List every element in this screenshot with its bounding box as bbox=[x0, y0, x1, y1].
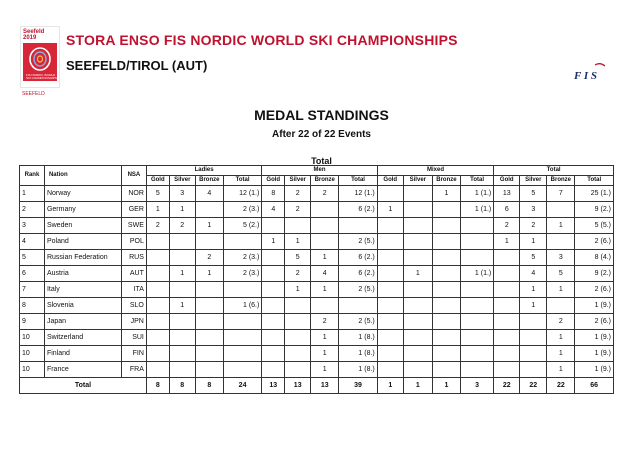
venue-name: SEEFELD/TIROL (AUT) bbox=[66, 58, 208, 73]
cell-men-total: 1 (8.) bbox=[339, 346, 377, 362]
cell-mixed-bronze bbox=[432, 234, 460, 250]
cell-nsa: NOR bbox=[121, 186, 146, 202]
cell-mixed-total: 1 (1.) bbox=[460, 266, 493, 282]
cell-mixed-silver: 1 bbox=[403, 266, 432, 282]
cell-ladies-gold bbox=[146, 266, 169, 282]
cell-total-bronze bbox=[547, 234, 575, 250]
cell-rank: 3 bbox=[20, 218, 45, 234]
header-group-total: Total bbox=[494, 166, 614, 176]
cell-mixed-bronze bbox=[432, 362, 460, 378]
cell-total-bronze: 1 bbox=[547, 346, 575, 362]
cell-total-silver: 1 bbox=[520, 234, 547, 250]
totals-men-total: 39 bbox=[339, 378, 377, 394]
cell-mixed-bronze bbox=[432, 330, 460, 346]
cell-total-total: 1 (9.) bbox=[575, 362, 614, 378]
totals-mixed-silver: 1 bbox=[403, 378, 432, 394]
page-subtitle: After 22 of 22 Events bbox=[272, 129, 371, 140]
header-group-men: Men bbox=[262, 166, 377, 176]
cell-mixed-gold bbox=[377, 362, 403, 378]
cell-total-bronze bbox=[547, 298, 575, 314]
header-nsa: NSA bbox=[121, 166, 146, 186]
cell-ladies-bronze bbox=[195, 362, 223, 378]
cell-ladies-gold bbox=[146, 330, 169, 346]
cell-ladies-gold bbox=[146, 298, 169, 314]
cell-men-bronze: 1 bbox=[311, 330, 339, 346]
cell-total-silver bbox=[520, 346, 547, 362]
cell-ladies-total bbox=[223, 330, 262, 346]
cell-nation: Sweden bbox=[44, 218, 121, 234]
cell-ladies-gold: 5 bbox=[146, 186, 169, 202]
cell-mixed-silver bbox=[403, 330, 432, 346]
cell-mixed-bronze bbox=[432, 346, 460, 362]
cell-ladies-silver bbox=[169, 250, 195, 266]
cell-ladies-silver bbox=[169, 346, 195, 362]
cell-men-silver bbox=[285, 346, 311, 362]
cell-total-silver bbox=[520, 362, 547, 378]
cell-mixed-total bbox=[460, 250, 493, 266]
cell-ladies-bronze bbox=[195, 298, 223, 314]
cell-men-gold: 1 bbox=[262, 234, 285, 250]
cell-mixed-total bbox=[460, 282, 493, 298]
cell-men-gold bbox=[262, 250, 285, 266]
cell-men-silver: 1 bbox=[285, 234, 311, 250]
cell-nation: Norway bbox=[44, 186, 121, 202]
cell-total-bronze: 5 bbox=[547, 266, 575, 282]
cell-men-total: 2 (5.) bbox=[339, 282, 377, 298]
totals-row bbox=[20, 378, 614, 394]
cell-rank: 5 bbox=[20, 250, 45, 266]
cell-mixed-gold bbox=[377, 186, 403, 202]
cell-nsa: ITA bbox=[121, 282, 146, 298]
table-row bbox=[20, 218, 614, 234]
cell-men-bronze: 1 bbox=[311, 362, 339, 378]
subheader-ladies-total: Total bbox=[223, 176, 262, 186]
cell-ladies-total: 12 (1.) bbox=[223, 186, 262, 202]
cell-mixed-silver bbox=[403, 314, 432, 330]
subheader-men-bronze: Bronze bbox=[311, 176, 339, 186]
header-group-ladies: Ladies bbox=[146, 166, 261, 176]
cell-mixed-silver bbox=[403, 250, 432, 266]
cell-men-gold bbox=[262, 362, 285, 378]
totals-total-total: 66 bbox=[575, 378, 614, 394]
cell-men-bronze: 1 bbox=[311, 346, 339, 362]
subheader-mixed-total: Total bbox=[460, 176, 493, 186]
cell-nsa: JPN bbox=[121, 314, 146, 330]
cell-nation: Slovenia bbox=[44, 298, 121, 314]
cell-nation: Russian Federation bbox=[44, 250, 121, 266]
cell-men-bronze: 2 bbox=[311, 314, 339, 330]
cell-men-total: 6 (2.) bbox=[339, 266, 377, 282]
table-row bbox=[20, 298, 614, 314]
cell-nsa: FRA bbox=[121, 362, 146, 378]
cell-mixed-gold bbox=[377, 314, 403, 330]
cell-rank: 7 bbox=[20, 282, 45, 298]
cell-ladies-bronze: 2 bbox=[195, 250, 223, 266]
cell-mixed-bronze bbox=[432, 202, 460, 218]
cell-mixed-total bbox=[460, 346, 493, 362]
cell-ladies-gold bbox=[146, 346, 169, 362]
cell-men-gold bbox=[262, 298, 285, 314]
cell-mixed-total: 1 (1.) bbox=[460, 202, 493, 218]
cell-nation: France bbox=[44, 362, 121, 378]
totals-mixed-total: 3 bbox=[460, 378, 493, 394]
cell-total-silver: 3 bbox=[520, 202, 547, 218]
cell-men-bronze: 1 bbox=[311, 282, 339, 298]
subheader-total-gold: Gold bbox=[494, 176, 520, 186]
cell-mixed-total: 1 (1.) bbox=[460, 186, 493, 202]
cell-mixed-silver bbox=[403, 234, 432, 250]
cell-ladies-bronze: 1 bbox=[195, 218, 223, 234]
cell-ladies-bronze bbox=[195, 346, 223, 362]
totals-total-bronze: 22 bbox=[547, 378, 575, 394]
cell-men-total bbox=[339, 298, 377, 314]
cell-ladies-silver bbox=[169, 282, 195, 298]
subheader-men-total: Total bbox=[339, 176, 377, 186]
cell-ladies-bronze bbox=[195, 282, 223, 298]
cell-total-silver: 5 bbox=[520, 250, 547, 266]
cell-total-gold bbox=[494, 298, 520, 314]
section-label: Total bbox=[311, 156, 332, 166]
cell-total-bronze: 3 bbox=[547, 250, 575, 266]
cell-ladies-gold bbox=[146, 362, 169, 378]
cell-total-bronze: 1 bbox=[547, 362, 575, 378]
cell-ladies-total bbox=[223, 346, 262, 362]
cell-mixed-gold bbox=[377, 330, 403, 346]
cell-ladies-bronze bbox=[195, 314, 223, 330]
medal-table bbox=[19, 165, 614, 394]
cell-mixed-total bbox=[460, 218, 493, 234]
totals-men-bronze: 13 bbox=[311, 378, 339, 394]
table-row bbox=[20, 202, 614, 218]
subheader-ladies-gold: Gold bbox=[146, 176, 169, 186]
cell-nsa: FIN bbox=[121, 346, 146, 362]
cell-total-gold bbox=[494, 250, 520, 266]
cell-men-silver: 2 bbox=[285, 266, 311, 282]
fis-logo-icon bbox=[573, 62, 613, 84]
cell-nation: Switzerland bbox=[44, 330, 121, 346]
cell-men-gold bbox=[262, 218, 285, 234]
sponsor-seal: SEEFELD bbox=[22, 91, 45, 97]
cell-total-silver bbox=[520, 330, 547, 346]
subheader-mixed-silver: Silver bbox=[403, 176, 432, 186]
cell-total-total: 5 (5.) bbox=[575, 218, 614, 234]
table-row bbox=[20, 234, 614, 250]
cell-rank: 2 bbox=[20, 202, 45, 218]
cell-nsa: AUT bbox=[121, 266, 146, 282]
cell-mixed-gold: 1 bbox=[377, 202, 403, 218]
totals-mixed-gold: 1 bbox=[377, 378, 403, 394]
cell-rank: 10 bbox=[20, 346, 45, 362]
cell-total-total: 2 (6.) bbox=[575, 314, 614, 330]
cell-total-total: 1 (9.) bbox=[575, 346, 614, 362]
subheader-men-silver: Silver bbox=[285, 176, 311, 186]
cell-men-silver bbox=[285, 362, 311, 378]
subheader-ladies-silver: Silver bbox=[169, 176, 195, 186]
cell-total-bronze: 1 bbox=[547, 218, 575, 234]
cell-ladies-silver: 1 bbox=[169, 202, 195, 218]
cell-men-gold bbox=[262, 266, 285, 282]
cell-total-silver: 2 bbox=[520, 218, 547, 234]
subheader-men-gold: Gold bbox=[262, 176, 285, 186]
cell-mixed-bronze bbox=[432, 266, 460, 282]
cell-total-total: 9 (2.) bbox=[575, 266, 614, 282]
cell-nation: Germany bbox=[44, 202, 121, 218]
cell-mixed-bronze bbox=[432, 282, 460, 298]
cell-total-total: 2 (6.) bbox=[575, 282, 614, 298]
cell-ladies-bronze bbox=[195, 234, 223, 250]
table-row bbox=[20, 330, 614, 346]
table-row bbox=[20, 282, 614, 298]
cell-men-gold: 4 bbox=[262, 202, 285, 218]
totals-mixed-bronze: 1 bbox=[432, 378, 460, 394]
header-rank: Rank bbox=[20, 166, 45, 186]
cell-total-total: 1 (9.) bbox=[575, 330, 614, 346]
cell-rank: 10 bbox=[20, 330, 45, 346]
cell-men-silver: 1 bbox=[285, 282, 311, 298]
cell-total-gold: 13 bbox=[494, 186, 520, 202]
cell-mixed-bronze bbox=[432, 314, 460, 330]
cell-ladies-total: 1 (6.) bbox=[223, 298, 262, 314]
cell-mixed-bronze bbox=[432, 298, 460, 314]
cell-ladies-total: 2 (3.) bbox=[223, 202, 262, 218]
medal-table-body bbox=[20, 186, 614, 394]
cell-ladies-silver bbox=[169, 330, 195, 346]
event-logo-wordmark: Seefeld 2019 bbox=[23, 29, 45, 41]
cell-nation: Finland bbox=[44, 346, 121, 362]
cell-rank: 4 bbox=[20, 234, 45, 250]
cell-total-total: 9 (2.) bbox=[575, 202, 614, 218]
subheader-ladies-bronze: Bronze bbox=[195, 176, 223, 186]
cell-men-total: 6 (2.) bbox=[339, 250, 377, 266]
cell-ladies-total bbox=[223, 234, 262, 250]
cell-total-bronze: 1 bbox=[547, 282, 575, 298]
fis-logo-text: F I S bbox=[574, 70, 598, 82]
cell-ladies-total: 2 (3.) bbox=[223, 250, 262, 266]
header-nation: Nation bbox=[44, 166, 121, 186]
cell-ladies-gold bbox=[146, 250, 169, 266]
cell-nation: Austria bbox=[44, 266, 121, 282]
cell-ladies-total: 5 (2.) bbox=[223, 218, 262, 234]
cell-ladies-bronze bbox=[195, 202, 223, 218]
event-logo bbox=[20, 26, 60, 88]
cell-ladies-total bbox=[223, 282, 262, 298]
cell-nsa: SUI bbox=[121, 330, 146, 346]
totals-total-silver: 22 bbox=[520, 378, 547, 394]
subheader-mixed-gold: Gold bbox=[377, 176, 403, 186]
cell-ladies-bronze: 1 bbox=[195, 266, 223, 282]
table-row bbox=[20, 362, 614, 378]
cell-ladies-gold bbox=[146, 282, 169, 298]
cell-men-total: 2 (5.) bbox=[339, 234, 377, 250]
totals-ladies-silver: 8 bbox=[169, 378, 195, 394]
cell-mixed-bronze bbox=[432, 218, 460, 234]
cell-ladies-silver: 1 bbox=[169, 266, 195, 282]
cell-men-silver bbox=[285, 314, 311, 330]
cell-total-gold bbox=[494, 346, 520, 362]
cell-ladies-gold bbox=[146, 234, 169, 250]
cell-mixed-bronze: 1 bbox=[432, 186, 460, 202]
totals-label: Total bbox=[20, 378, 147, 394]
cell-mixed-total bbox=[460, 234, 493, 250]
cell-ladies-total bbox=[223, 314, 262, 330]
cell-ladies-gold bbox=[146, 314, 169, 330]
cell-ladies-bronze: 4 bbox=[195, 186, 223, 202]
cell-total-gold bbox=[494, 330, 520, 346]
cell-men-bronze: 4 bbox=[311, 266, 339, 282]
cell-men-gold bbox=[262, 330, 285, 346]
cell-men-gold bbox=[262, 346, 285, 362]
cell-ladies-silver bbox=[169, 234, 195, 250]
cell-men-silver bbox=[285, 330, 311, 346]
cell-mixed-silver bbox=[403, 298, 432, 314]
cell-mixed-silver bbox=[403, 218, 432, 234]
cell-men-gold: 8 bbox=[262, 186, 285, 202]
cell-ladies-total bbox=[223, 362, 262, 378]
cell-total-total: 2 (6.) bbox=[575, 234, 614, 250]
cell-total-gold bbox=[494, 266, 520, 282]
totals-ladies-bronze: 8 bbox=[195, 378, 223, 394]
cell-mixed-gold bbox=[377, 218, 403, 234]
cell-mixed-silver bbox=[403, 186, 432, 202]
cell-total-silver: 5 bbox=[520, 186, 547, 202]
cell-total-gold bbox=[494, 362, 520, 378]
cell-men-gold bbox=[262, 314, 285, 330]
championship-title: STORA ENSO FIS NORDIC WORLD SKI CHAMPIONSHIPS bbox=[66, 32, 458, 48]
cell-ladies-silver: 3 bbox=[169, 186, 195, 202]
cell-nsa: POL bbox=[121, 234, 146, 250]
cell-mixed-total bbox=[460, 362, 493, 378]
cell-mixed-gold bbox=[377, 282, 403, 298]
cell-rank: 8 bbox=[20, 298, 45, 314]
cell-total-total: 8 (4.) bbox=[575, 250, 614, 266]
cell-mixed-silver bbox=[403, 282, 432, 298]
cell-men-total bbox=[339, 218, 377, 234]
cell-total-total: 1 (9.) bbox=[575, 298, 614, 314]
ski-ring-icon bbox=[28, 46, 52, 72]
cell-rank: 10 bbox=[20, 362, 45, 378]
cell-ladies-gold: 1 bbox=[146, 202, 169, 218]
subheader-total-bronze: Bronze bbox=[547, 176, 575, 186]
cell-mixed-gold bbox=[377, 346, 403, 362]
cell-nsa: GER bbox=[121, 202, 146, 218]
cell-men-silver: 5 bbox=[285, 250, 311, 266]
cell-men-bronze: 1 bbox=[311, 250, 339, 266]
cell-mixed-silver bbox=[403, 346, 432, 362]
cell-total-silver: 1 bbox=[520, 298, 547, 314]
event-logo-caption: FIS NORDIC WORLD SKI CHAMPIONSHIPS bbox=[26, 73, 57, 80]
totals-ladies-total: 24 bbox=[223, 378, 262, 394]
cell-men-bronze bbox=[311, 234, 339, 250]
cell-ladies-silver bbox=[169, 314, 195, 330]
cell-total-silver: 4 bbox=[520, 266, 547, 282]
cell-mixed-silver bbox=[403, 202, 432, 218]
cell-ladies-silver bbox=[169, 362, 195, 378]
cell-men-total: 2 (5.) bbox=[339, 314, 377, 330]
header-group-mixed: Mixed bbox=[377, 166, 494, 176]
totals-ladies-gold: 8 bbox=[146, 378, 169, 394]
subheader-total-total: Total bbox=[575, 176, 614, 186]
cell-rank: 6 bbox=[20, 266, 45, 282]
table-row bbox=[20, 250, 614, 266]
table-row bbox=[20, 186, 614, 202]
cell-total-bronze: 7 bbox=[547, 186, 575, 202]
totals-men-silver: 13 bbox=[285, 378, 311, 394]
subheader-mixed-bronze: Bronze bbox=[432, 176, 460, 186]
cell-rank: 1 bbox=[20, 186, 45, 202]
cell-total-bronze bbox=[547, 202, 575, 218]
cell-nation: Poland bbox=[44, 234, 121, 250]
cell-nsa: RUS bbox=[121, 250, 146, 266]
cell-nsa: SLO bbox=[121, 298, 146, 314]
cell-ladies-total: 2 (3.) bbox=[223, 266, 262, 282]
cell-nation: Japan bbox=[44, 314, 121, 330]
subheader-total-silver: Silver bbox=[520, 176, 547, 186]
cell-men-bronze: 2 bbox=[311, 186, 339, 202]
cell-men-bronze bbox=[311, 202, 339, 218]
cell-total-bronze: 2 bbox=[547, 314, 575, 330]
cell-total-gold: 1 bbox=[494, 234, 520, 250]
cell-ladies-silver: 1 bbox=[169, 298, 195, 314]
cell-mixed-gold bbox=[377, 298, 403, 314]
cell-men-gold bbox=[262, 282, 285, 298]
cell-men-silver: 2 bbox=[285, 202, 311, 218]
cell-nation: Italy bbox=[44, 282, 121, 298]
cell-rank: 9 bbox=[20, 314, 45, 330]
cell-total-silver bbox=[520, 314, 547, 330]
totals-men-gold: 13 bbox=[262, 378, 285, 394]
table-row bbox=[20, 314, 614, 330]
cell-men-bronze bbox=[311, 218, 339, 234]
cell-men-silver bbox=[285, 298, 311, 314]
cell-men-bronze bbox=[311, 298, 339, 314]
cell-mixed-gold bbox=[377, 234, 403, 250]
cell-men-silver bbox=[285, 218, 311, 234]
cell-total-gold: 2 bbox=[494, 218, 520, 234]
cell-nsa: SWE bbox=[121, 218, 146, 234]
totals-total-gold: 22 bbox=[494, 378, 520, 394]
cell-men-total: 12 (1.) bbox=[339, 186, 377, 202]
cell-ladies-bronze bbox=[195, 330, 223, 346]
cell-total-gold bbox=[494, 282, 520, 298]
cell-total-gold: 6 bbox=[494, 202, 520, 218]
page-title: MEDAL STANDINGS bbox=[254, 107, 389, 123]
table-row bbox=[20, 266, 614, 282]
cell-men-total: 1 (8.) bbox=[339, 330, 377, 346]
table-row bbox=[20, 346, 614, 362]
cell-mixed-total bbox=[460, 314, 493, 330]
cell-ladies-silver: 2 bbox=[169, 218, 195, 234]
cell-mixed-silver bbox=[403, 362, 432, 378]
cell-mixed-total bbox=[460, 298, 493, 314]
cell-mixed-bronze bbox=[432, 250, 460, 266]
cell-men-total: 6 (2.) bbox=[339, 202, 377, 218]
cell-ladies-gold: 2 bbox=[146, 218, 169, 234]
cell-total-total: 25 (1.) bbox=[575, 186, 614, 202]
cell-mixed-gold bbox=[377, 250, 403, 266]
cell-men-silver: 2 bbox=[285, 186, 311, 202]
cell-total-silver: 1 bbox=[520, 282, 547, 298]
cell-men-total: 1 (8.) bbox=[339, 362, 377, 378]
cell-total-bronze: 1 bbox=[547, 330, 575, 346]
cell-mixed-gold bbox=[377, 266, 403, 282]
event-logo-emblem bbox=[23, 43, 57, 81]
cell-mixed-total bbox=[460, 330, 493, 346]
cell-total-gold bbox=[494, 314, 520, 330]
